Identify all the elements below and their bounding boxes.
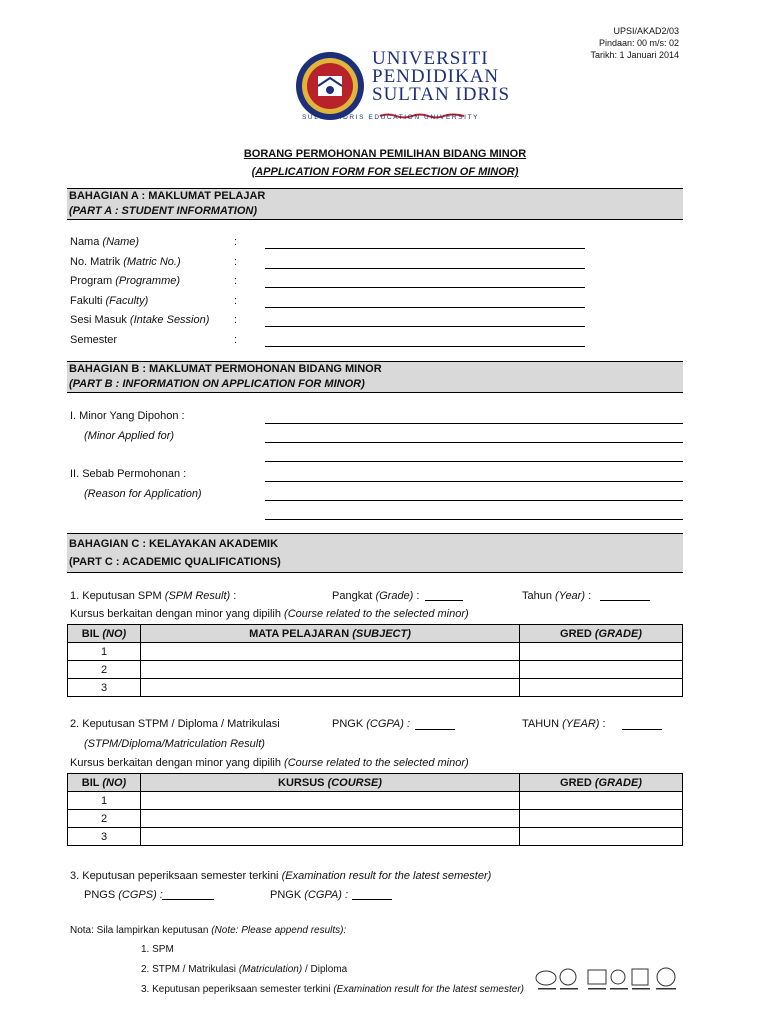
pngs-field[interactable] [162,899,214,900]
stpm-courses-note [70,757,469,769]
stpm-gpa-text: PNGK [332,718,364,730]
field-input-line[interactable] [265,326,585,327]
row-entry-cell[interactable] [141,828,520,846]
row-number: 2 [68,810,141,828]
spm-year-text-en: (Year) [555,590,586,602]
university-tagline: SULTAN IDRIS EDUCATION UNIVERSITY [302,114,480,121]
field-label-text-en: (Name) [102,236,140,248]
stpm-courses-note-text: Kursus berkaitan dengan minor yang dipilih [70,757,281,769]
field-label-text: Fakulti [70,294,103,307]
stpm-courses-note-en: (Course related to the selected minor) [284,757,469,769]
table-row [68,643,683,661]
field-label [70,275,180,287]
university-wordmark [372,50,510,104]
note-text: Nota: Sila lampirkan keputusan [70,925,209,936]
stpm-result-label-en: (STPM/Diploma/Matriculation Result) [84,738,265,750]
minor-applied-line-2[interactable] [265,442,683,443]
table-row [68,810,683,828]
field-label-text: Nama [70,236,100,248]
field-label-text-en: (Matric No.) [123,255,181,268]
field-input-line[interactable] [265,287,585,288]
field-label [70,256,181,268]
row-entry-cell[interactable] [141,679,520,697]
section-a-header [67,188,683,220]
field-input-line[interactable] [265,346,585,347]
field-colon: : [234,236,238,248]
table-row [68,792,683,810]
wordmark-line3: SULTAN IDRIS [372,84,511,105]
reason-line-2[interactable] [265,481,683,482]
note-item-1: 1. SPM [141,944,174,955]
pngk-label [270,889,348,901]
section-b-subtitle: (PART B : INFORMATION ON APPLICATION FOR MINOR) [69,378,365,390]
field-label-text-en: (Programme) [115,275,181,287]
section-a-title: BAHAGIAN A : MAKLUMAT PELAJAR [69,190,266,202]
table-row [68,828,683,846]
row-grade-cell[interactable] [520,810,683,828]
university-crest-logo [294,50,366,122]
stpm-year-label: TAHUN (YEAR) : [522,718,606,730]
section-b-header [67,361,683,393]
form-title: BORANG PERMOHONAN PEMILIHAN BIDANG MINOR [243,148,527,160]
table-row [68,661,683,679]
col-grade: GRED (GRADE) [520,625,683,643]
pngs-label [84,889,163,901]
ref-code: UPSI/AKAD2/03 [613,26,679,36]
note-label [70,925,346,936]
section-b-title: BAHAGIAN B : MAKLUMAT PERMOHONAN BIDANG MINOR [69,363,382,375]
row-number: 1 [68,792,141,810]
section-c-title: BAHAGIAN C : KELAYAKAN AKADEMIK [69,538,279,550]
reason-label: II. Sebab Permohonan : [70,468,187,480]
row-grade-cell[interactable] [520,643,683,661]
field-label-text: Semester [70,333,118,346]
minor-applied-line-1[interactable] [265,423,683,424]
field-colon: : [234,333,238,346]
spm-grade-text: Pangkat [332,590,373,602]
spm-subject-table [67,624,683,697]
note-item-3-en: (Examination result for the latest semester) [333,984,524,995]
row-number: 2 [68,661,141,679]
stpm-gpa-text-en: (CGPA) : [366,718,411,730]
note-item-2 [141,964,347,975]
pngk-field[interactable] [352,899,392,900]
certification-logos [534,964,684,994]
field-label [70,334,117,346]
row-number: 1 [68,643,141,661]
field-label [70,295,148,307]
stpm-gpa-field[interactable] [415,729,455,730]
row-grade-cell[interactable] [520,661,683,679]
note-item-3 [141,984,524,995]
spm-result-label: 1. Keputusan SPM (SPM Result) : [70,590,237,602]
stpm-year-text-en: (YEAR) [562,718,600,730]
field-label [70,236,139,248]
field-label-text: No. Matrik [70,255,121,268]
stpm-result-label: 2. Keputusan STPM / Diploma / Matrikulasi [70,718,280,730]
col-course: KURSUS (COURSE) [141,774,520,792]
spm-year-label: Tahun (Year) : [522,590,592,602]
stpm-year-field[interactable] [622,729,662,730]
row-entry-cell[interactable] [141,661,520,679]
col-subject: MATA PELAJARAN (SUBJECT) [141,625,520,643]
col-grade: GRED (GRADE) [520,774,683,792]
field-label [70,314,209,326]
latest-result-text-en: (Examination result for the latest semester) [281,870,492,882]
field-colon: : [234,275,238,287]
row-number: 3 [68,679,141,697]
note-item-2-text: 2. STPM / Matrikulasi [141,964,237,975]
document-reference [590,25,679,61]
row-entry-cell[interactable] [141,643,520,661]
section-a-subtitle: (PART A : STUDENT INFORMATION) [69,205,257,217]
spm-grade-label: Pangkat (Grade) : [332,590,420,602]
field-input-line[interactable] [265,268,585,269]
note-text-en: (Note: Please append results): [211,925,347,936]
minor-applied-label: I. Minor Yang Dipohon : [70,410,185,422]
field-input-line[interactable] [265,248,585,249]
note-item-3-text: 3. Keputusan peperiksaan semester terkini [141,984,331,995]
pngs-text: PNGS [84,889,116,901]
field-label-text-en: (Intake Session) [129,314,210,326]
spm-year-text: Tahun [522,590,552,602]
stpm-course-table [67,773,683,846]
spm-courses-note [70,608,469,620]
reason-label-en: (Reason for Application) [84,488,202,500]
jawi-script-mark [378,106,468,112]
pngk-text: PNGK [270,889,302,901]
spm-grade-text-en: (Grade) [375,590,414,602]
stpm-gpa-label [332,718,410,730]
row-grade-cell[interactable] [520,679,683,697]
col-bil: BIL (NO) [68,625,141,643]
spm-courses-note-text: Kursus berkaitan dengan minor yang dipilih [70,608,281,620]
section-c-subtitle: (PART C : ACADEMIC QUALIFICATIONS) [69,556,281,568]
reason-line-4[interactable] [265,519,683,520]
form-subtitle: (APPLICATION FORM FOR SELECTION OF MINOR) [251,166,519,178]
pngk-text-en: (CGPA) : [304,889,349,901]
spm-label-en: (SPM Result) [164,590,231,602]
field-label-text-en: (Faculty) [105,294,149,307]
field-label-text: Program [70,275,113,287]
spm-grade-field[interactable] [425,600,463,601]
field-colon: : [234,294,238,307]
latest-result-label [70,870,491,882]
latest-result-text: 3. Keputusan peperiksaan semester terkini [70,870,279,882]
table-row [68,679,683,697]
row-entry-cell[interactable] [141,810,520,828]
note-item-2-en: (Matriculation) [238,964,303,975]
spm-courses-note-en: (Course related to the selected minor) [284,608,469,620]
field-colon: : [234,314,238,326]
row-grade-cell[interactable] [520,792,683,810]
issue-date: Tarikh: 1 Januari 2014 [590,50,679,60]
row-grade-cell[interactable] [520,828,683,846]
row-number: 3 [68,828,141,846]
note-item-2-suffix: / Diploma [304,964,348,975]
pngs-text-en: (CGPS) : [118,889,163,901]
wordmark-line1: UNIVERSITI [372,48,489,69]
reason-line-3[interactable] [265,500,683,501]
spm-label: 1. Keputusan SPM [70,590,162,602]
col-bil: BIL (NO) [68,774,141,792]
section-c-header [67,533,683,573]
field-label-text: Sesi Masuk [70,314,127,326]
stpm-year-text: TAHUN [522,718,560,730]
minor-applied-label-en: (Minor Applied for) [84,430,175,442]
reason-line-1[interactable] [265,461,683,462]
field-input-line[interactable] [265,307,585,308]
wordmark-line2: PENDIDIKAN [372,66,500,87]
field-colon: : [234,255,238,268]
revision: Pindaan: 00 m/s: 02 [598,38,679,48]
spm-year-field[interactable] [600,600,650,601]
row-entry-cell[interactable] [141,792,520,810]
